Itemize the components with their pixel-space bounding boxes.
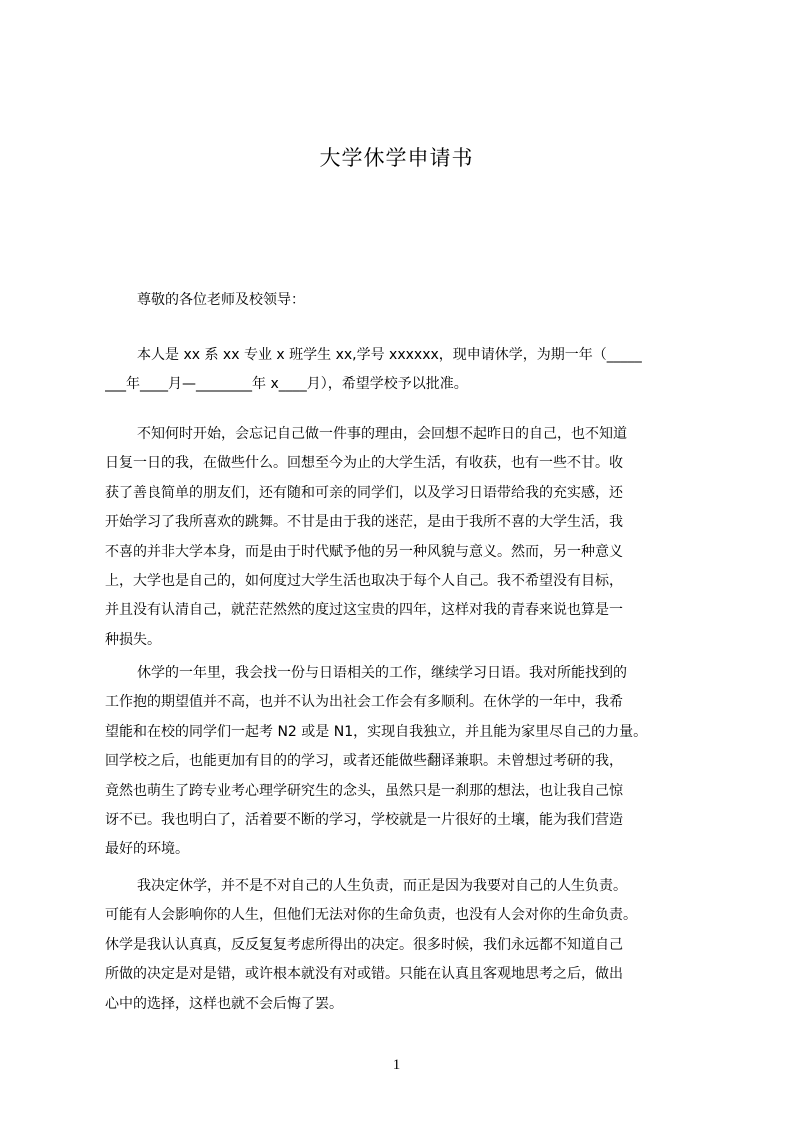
paragraph-line: 本人是 xx 系 xx 专业 x 班学生 xx,学号 xxxxxx，现申请休学，为期一年（_____ [137, 347, 642, 363]
paragraph-line: 可能有人会影响你的人生，但他们无法对你的生命负责，也没有人会对你的生命负责。 [105, 907, 637, 924]
paragraph-line: 日复一日的我，在做些什么。回想至今为止的大学生活，有收获，也有一些不甘。收 [105, 455, 623, 472]
paragraph-line: 所做的决定是对是错，或许根本就没有对或错。只能在认真且客观地思考之后，做出 [105, 966, 623, 983]
paragraph-line: 工作抱的期望值并不高，也并不认为出社会工作会有多顺利。在休学的一年中，我希 [105, 694, 623, 711]
paragraph-line: ___年____月—________年 x____月），希望学校予以批准。 [105, 376, 468, 393]
paragraph-line: 我决定休学，并不是不对自己的人生负责，而正是因为我要对自己的人生负责。 [137, 878, 627, 894]
paragraph-line: 种损失。 [105, 631, 161, 648]
paragraph-line: 不知何时开始，会忘记自己做一件事的理由，会回想不起昨日的自己，也不知道 [137, 426, 627, 442]
paragraph-line: 获了善良简单的朋友们，还有随和可亲的同学们，以及学习日语带给我的充实感，还 [105, 484, 623, 501]
paragraph-plan [105, 659, 700, 865]
paragraph-line: 讶不已。我也明白了，活着要不断的学习，学校就是一片很好的土壤，能为我们营造 [105, 811, 623, 828]
paragraph-line: 上，大学也是自己的，如何度过大学生活也取决于每个人自己。我不希望没有目标， [105, 572, 623, 589]
paragraph-line: 休学是我认认真真，反反复复考虑所得出的决定。很多时候，我们永远都不知道自己 [105, 936, 623, 953]
paragraph-line: 并且没有认清自己，就茫茫然然的度过这宝贵的四年，这样对我的青春来说也算是一 [105, 602, 623, 619]
paragraph-line: 不喜的并非大学本身，而是由于时代赋予他的另一种风貌与意义。然而，另一种意义 [105, 543, 623, 560]
paragraph-request [105, 341, 700, 400]
paragraph-reflection [105, 420, 700, 655]
paragraph-decision [105, 872, 700, 1019]
page-number: 1 [392, 1057, 401, 1073]
paragraph-line: 心中的选择，这样也就不会后悔了罢。 [105, 995, 343, 1012]
paragraph-line: 开始学习了我所喜欢的跳舞。不甘是由于我的迷茫，是由于我所不喜的大学生活，我 [105, 514, 623, 531]
paragraph-line: 回学校之后，也能更加有目的的学习，或者还能做些翻译兼职。未曾想过考研的我， [105, 753, 623, 770]
paragraph-line: 竟然也萌生了跨专业考心理学研究生的念头，虽然只是一刹那的想法，也让我自己惊 [105, 782, 623, 799]
page-title: 大学休学申请书 [319, 146, 474, 170]
salutation: 尊敬的各位老师及校领导： [137, 292, 305, 308]
paragraph-line: 最好的环境。 [105, 841, 189, 858]
paragraph-line: 望能和在校的同学们一起考 N2 或是 N1，实现自我独立，并且能为家里尽自己的力量。 [105, 723, 648, 740]
paragraph-line: 休学的一年里，我会找一份与日语相关的工作，继续学习日语。我对所能找到的 [137, 665, 627, 681]
